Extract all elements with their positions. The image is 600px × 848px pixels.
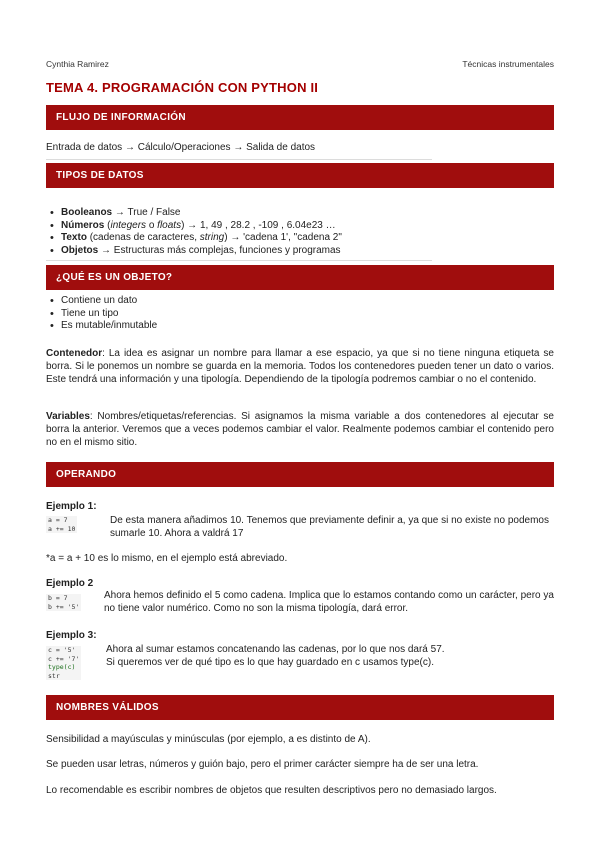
item-text: → True / False xyxy=(112,207,181,218)
example-2-label: Ejemplo 2 xyxy=(46,578,94,589)
code-line: b += '5' xyxy=(48,602,80,611)
example-3-label: Ejemplo 3: xyxy=(46,630,97,641)
divider xyxy=(46,159,432,160)
item-label: Números xyxy=(61,219,105,231)
list-item xyxy=(46,232,342,245)
objeto-list xyxy=(46,295,157,333)
list-item: • Es mutable/inmutable xyxy=(46,320,157,333)
item-text: → Estructuras más complejas, funciones y programas xyxy=(98,244,341,256)
item-italic: integers xyxy=(110,219,147,231)
code-line: b = 7 xyxy=(48,594,68,602)
contenedor-paragraph xyxy=(46,347,554,386)
item-text: o xyxy=(146,219,158,231)
list-item: • Contiene un dato xyxy=(46,295,157,308)
item-text: ) → 'cadena 1', "cadena 2" xyxy=(224,232,342,244)
list-item xyxy=(46,207,342,220)
variables-paragraph xyxy=(46,410,554,449)
variables-label: Variables xyxy=(46,411,90,422)
item-italic: string xyxy=(199,232,225,244)
example-3-text-1: Ahora al sumar estamos concatenando las cadenas, por lo que nos dará 57. xyxy=(106,644,445,655)
nombres-paragraph-2: Se pueden usar letras, números y guión bajo, pero el primer carácter siempre ha de ser una letra. xyxy=(46,759,479,770)
code-line: c += '7' xyxy=(48,654,80,663)
code-line: str xyxy=(48,671,60,680)
section-heading-flujo: FLUJO DE INFORMACIÓN xyxy=(46,105,554,130)
example-3-code xyxy=(46,646,81,680)
example-3-text-2: Si queremos ver de qué tipo es lo que hay guardado en c usamos type(c). xyxy=(106,657,434,668)
item-label: Booleanos xyxy=(61,207,113,218)
list-item xyxy=(46,245,342,258)
course-name: Técnicas instrumentales xyxy=(462,59,554,69)
variables-text: : Nombres/etiquetas/referencias. Si asignamos la misma variable a dos contenedores al ejecutar se borra la anterior. Veremos que a veces podemos cambiar el valor. Realmente podemos cambiar el contenido pero no en el mismo sitio. xyxy=(46,411,554,448)
example-1-text: De esta manera añadimos 10. Tenemos que previamente definir a, ya que si no existe no podemos sumarle 10. Ahora a valdrá 17 xyxy=(110,515,549,539)
example-1-code xyxy=(46,516,77,533)
item-text: ( xyxy=(104,219,111,231)
item-text: ) → 1, 49 , 28.2 , -109 , 6.04e23 … xyxy=(181,219,336,231)
code-line: c = '5' xyxy=(48,646,76,654)
item-label: Texto xyxy=(61,232,87,244)
item-label: Objetos xyxy=(61,244,99,256)
example-1-label: Ejemplo 1: xyxy=(46,501,97,512)
section-heading-tipos: TIPOS DE DATOS xyxy=(46,163,554,188)
item-text: (cadenas de caracteres, xyxy=(86,232,200,244)
list-item: • Tiene un tipo xyxy=(46,308,157,321)
nombres-paragraph-1: Sensibilidad a mayúsculas y minúsculas (por ejemplo, a es distinto de A). xyxy=(46,734,371,745)
contenedor-label: Contenedor xyxy=(46,348,103,359)
example-2-code xyxy=(46,594,81,611)
code-line: a = 7 xyxy=(48,516,68,524)
section-heading-objeto: ¿QUÉ ES UN OBJETO? xyxy=(46,265,554,290)
nombres-paragraph-3: Lo recomendable es escribir nombres de objetos que resulten descriptivos pero no demasiado largos. xyxy=(46,785,497,796)
section-heading-operando: OPERANDO xyxy=(46,462,554,487)
code-line: a += 10 xyxy=(48,524,76,533)
tipos-list xyxy=(46,207,342,257)
example-2-text: Ahora hemos definido el 5 como cadena. Implica que lo estamos contando como un carácter, pero ya no tiene valor numérico. Como no son la misma tipología, dará error. xyxy=(104,590,554,614)
divider xyxy=(46,260,432,261)
section-heading-nombres: NOMBRES VÁLIDOS xyxy=(46,695,554,720)
page-title: TEMA 4. PROGRAMACIÓN CON PYTHON II xyxy=(46,80,319,95)
flujo-text: Entrada de datos → Cálculo/Operaciones → Salida de datos xyxy=(46,142,316,153)
list-item xyxy=(46,220,342,233)
item-italic: floats xyxy=(157,219,182,231)
code-line: type(c) xyxy=(48,663,76,671)
operando-note: *a = a + 10 es lo mismo, en el ejemplo está abreviado. xyxy=(46,553,288,564)
author-name: Cynthia Ramirez xyxy=(46,59,109,69)
contenedor-text: : La idea es asignar un nombre para llamar a ese espacio, ya que si no tiene ninguna etiqueta se borra. Si le ponemos un nombre se guarda en la memoria. Todos los contenedores pueden tener un dato o varios. Este tendrá una información y una tipología. Dependiendo de la tipología podremos cambiar o no el contenido. xyxy=(46,348,554,385)
